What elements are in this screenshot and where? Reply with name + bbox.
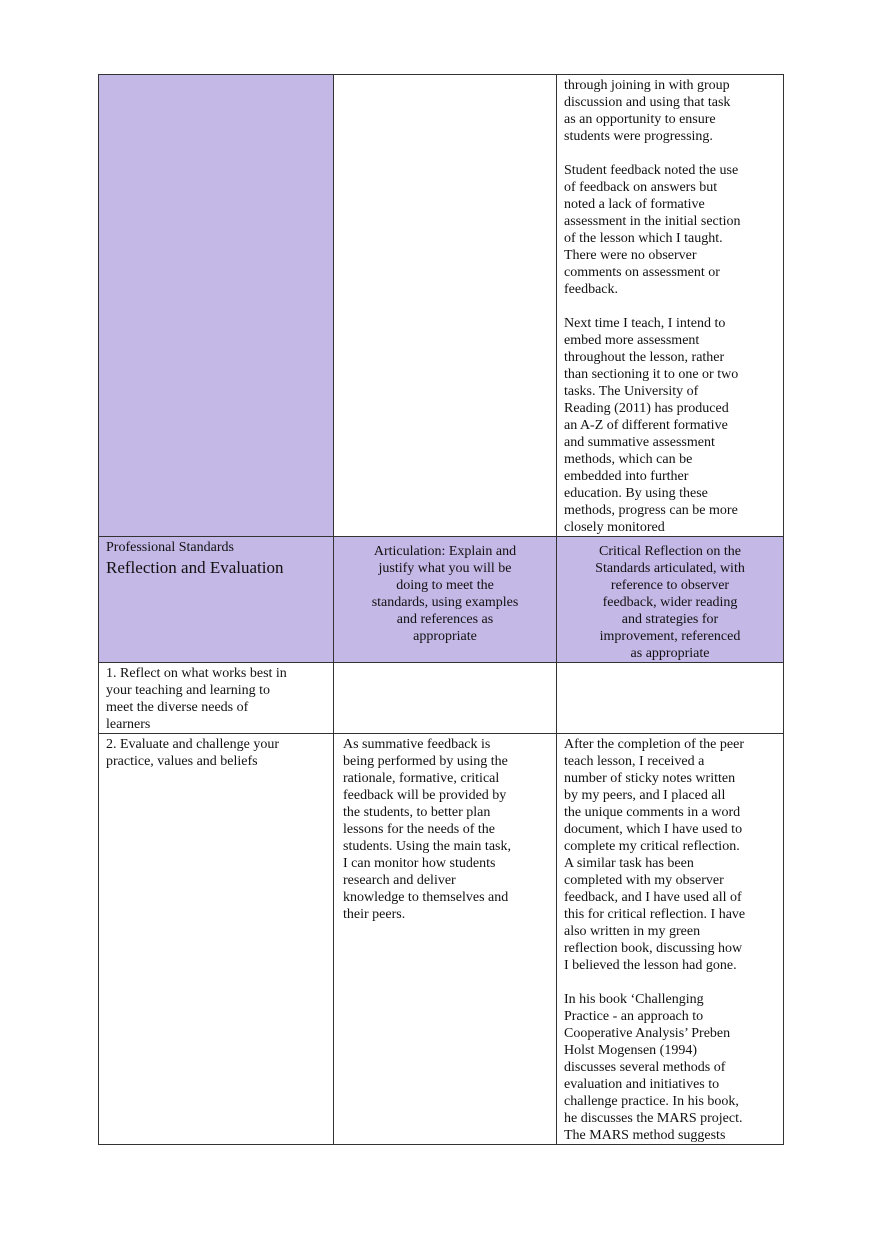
continuation-row — [99, 75, 784, 537]
header-standards-cell — [99, 537, 334, 663]
header-section-title: Reflection and Evaluation — [106, 558, 284, 577]
articulation-text: As summative feedback is being performed by using the rationale, formative, critical feedback will be provided by the students, to better plan lessons for the needs of the students. Using the main task, I can monitor how students research and deliver knowledge to themselves and their peers. — [343, 737, 511, 922]
standard-cell — [99, 734, 334, 1145]
reflection-cell — [557, 663, 784, 734]
reflection-paragraph: Next time I teach, I intend to embed more assessment throughout the lesson, rather than sectioning it to one or two tasks. The University of Reading (2011) has produced an A-Z of different formative and summative assessment methods, which can be embedded into further education. By using these methods, progress can be more closely monitored — [564, 316, 739, 535]
header-reflection-cell — [557, 537, 784, 663]
standard-cell — [99, 663, 334, 734]
table-row — [99, 734, 784, 1145]
header-articulation-cell — [334, 537, 557, 663]
continuation-articulation-cell — [334, 75, 557, 537]
standard-text: 2. Evaluate and challenge your practice, values and beliefs — [106, 737, 279, 769]
reflection-cell — [557, 734, 784, 1145]
reflection-table — [98, 74, 784, 1145]
standard-text: 1. Reflect on what works best in your teaching and learning to meet the diverse needs of learners — [106, 666, 287, 732]
header-reflection-text: Critical Reflection on the Standards articulated, with reference to observer feedback, wider reading and strategies for improvement, referenced as appropriate — [595, 544, 745, 661]
reflection-paragraph: In his book ‘Challenging Practice - an approach to Cooperative Analysis’ Preben Holst Mogensen (1994) discusses several methods of evaluation and initiatives to challenge practice. In his book, he discusses the MARS project. The MARS method suggests — [564, 992, 743, 1143]
articulation-text — [334, 663, 556, 665]
header-articulation-text: Articulation: Explain and justify what you will be doing to meet the standards, using examples and references as appropriate — [371, 544, 519, 644]
reflection-paragraph: Student feedback noted the use of feedback on answers but noted a lack of formative assessment in the initial section of the lesson which I taught. There were no observer comments on assessment or feedback. — [564, 163, 741, 297]
continuation-reflection-cell — [557, 75, 784, 537]
reflection-paragraph: After the completion of the peer teach lesson, I received a number of sticky notes written by my peers, and I placed all the unique comments in a word document, which I have used to complete my critical reflection. A similar task has been completed with my observer feedback, and I have used all of this for critical reflection. I have also written in my green reflection book, discussing how I believed the lesson had gone. — [564, 737, 746, 973]
reflection-paragraph: through joining in with group discussion and using that task as an opportunity to ensure students were progressing. — [564, 78, 731, 144]
continuation-standard-cell — [99, 75, 334, 537]
articulation-cell — [334, 663, 557, 734]
table-header-row — [99, 537, 784, 663]
header-standards-label: Professional Standards — [106, 540, 234, 555]
table-row — [99, 663, 784, 734]
articulation-cell — [334, 734, 557, 1145]
